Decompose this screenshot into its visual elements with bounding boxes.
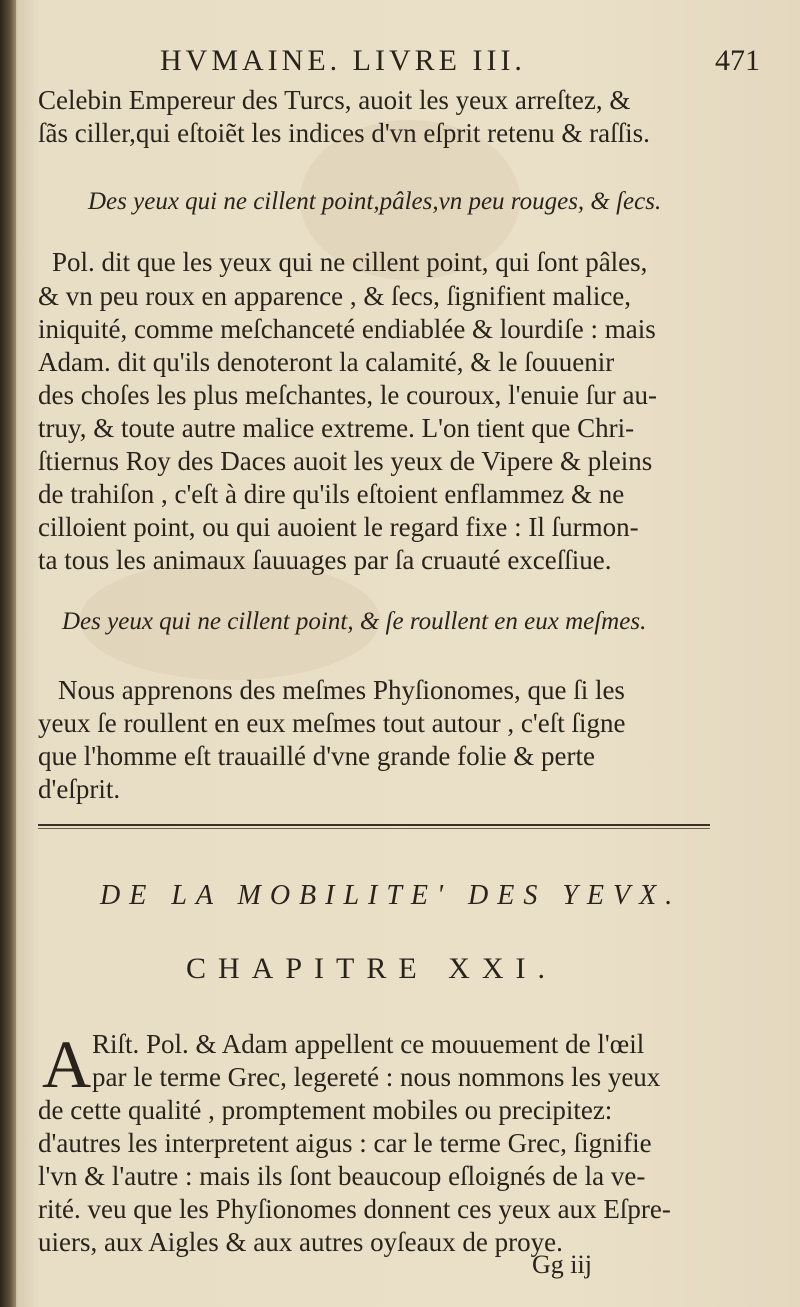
text-line: iniquité, comme meſchanceté endiablée & lourdiſe : mais: [38, 314, 656, 344]
text-line: de trahiſon , c'eſt à dire qu'ils eſtoient enflammez & ne: [38, 479, 625, 509]
text-line: truy, & toute autre malice extreme. L'on tient que Chri-: [38, 413, 635, 443]
text-line: Riſt. Pol. & Adam appellent ce mouuement de l'œil: [92, 1029, 645, 1059]
text-line: Pol. dit que les yeux qui ne cillent point, qui ſont pâles,: [52, 247, 648, 277]
text-line: que l'homme eſt trauaillé d'vne grande folie & perte: [38, 741, 596, 771]
text-line: l'vn & l'autre : mais ils ſont beaucoup eſloignés de la ve-: [38, 1161, 646, 1191]
side-caption: Des yeux qui ne cillent point, & ſe roullent en eux meſmes.: [62, 608, 647, 635]
text-line: de cette qualité , promptement mobiles ou precipitez:: [38, 1095, 613, 1125]
text-line: Adam. dit qu'ils denoteront la calamité, & le ſouuenir: [38, 347, 615, 377]
side-caption: Des yeux qui ne cillent point,pâles,vn peu rouges, & ſecs.: [88, 188, 662, 215]
text-line: par le terme Grec, legereté : nous nommons les yeux: [92, 1062, 661, 1092]
section-title: DE LA MOBILITE' DES YEVX.: [100, 880, 682, 911]
page-number: 471: [715, 44, 760, 77]
text-line: ta tous les animaux ſauuages par ſa cruauté exceſſiue.: [38, 545, 612, 575]
running-header: [160, 44, 760, 84]
book-spine: [0, 0, 16, 1307]
text-line: d'eſprit.: [38, 774, 121, 804]
running-title: HVMAINE. LIVRE III.: [160, 44, 526, 77]
section-rule-thin: [38, 828, 710, 829]
text-line: ſtiernus Roy des Daces auoit les yeux de Vipere & pleins: [38, 446, 653, 476]
text-line: yeux ſe roullent en eux meſmes tout autour , c'eſt ſigne: [38, 708, 626, 738]
text-line: d'autres les interpretent aigus : car le terme Grec, ſignifie: [38, 1128, 652, 1158]
chapter-heading: CHAPITRE XXI.: [186, 952, 557, 985]
text-line: des choſes les plus meſchantes, le couroux, l'enuie ſur au-: [38, 380, 657, 410]
text-line: Celebin Empereur des Turcs, auoit les yeux arreſtez, &: [38, 85, 631, 115]
signature-mark: Gg iij: [532, 1250, 592, 1279]
text-line: cilloient point, ou qui auoient le regard fixe : Il ſurmon-: [38, 512, 639, 542]
text-line: rité. veu que les Phyſionomes donnent ces yeux aux Eſpre-: [38, 1194, 671, 1224]
section-rule: [38, 824, 710, 826]
text-line: Nous apprenons des meſmes Phyſionomes, que ſi les: [58, 675, 625, 705]
text-line: & vn peu roux en apparence , & ſecs, ſignifient malice,: [38, 281, 632, 311]
text-line: ſãs ciller,qui eſtoiẽt les indices d'vn eſprit retenu & raſſis.: [38, 118, 650, 148]
text-line: uiers, aux Aigles & aux autres oyſeaux de proye.: [38, 1227, 563, 1257]
drop-cap: A: [42, 1026, 92, 1102]
